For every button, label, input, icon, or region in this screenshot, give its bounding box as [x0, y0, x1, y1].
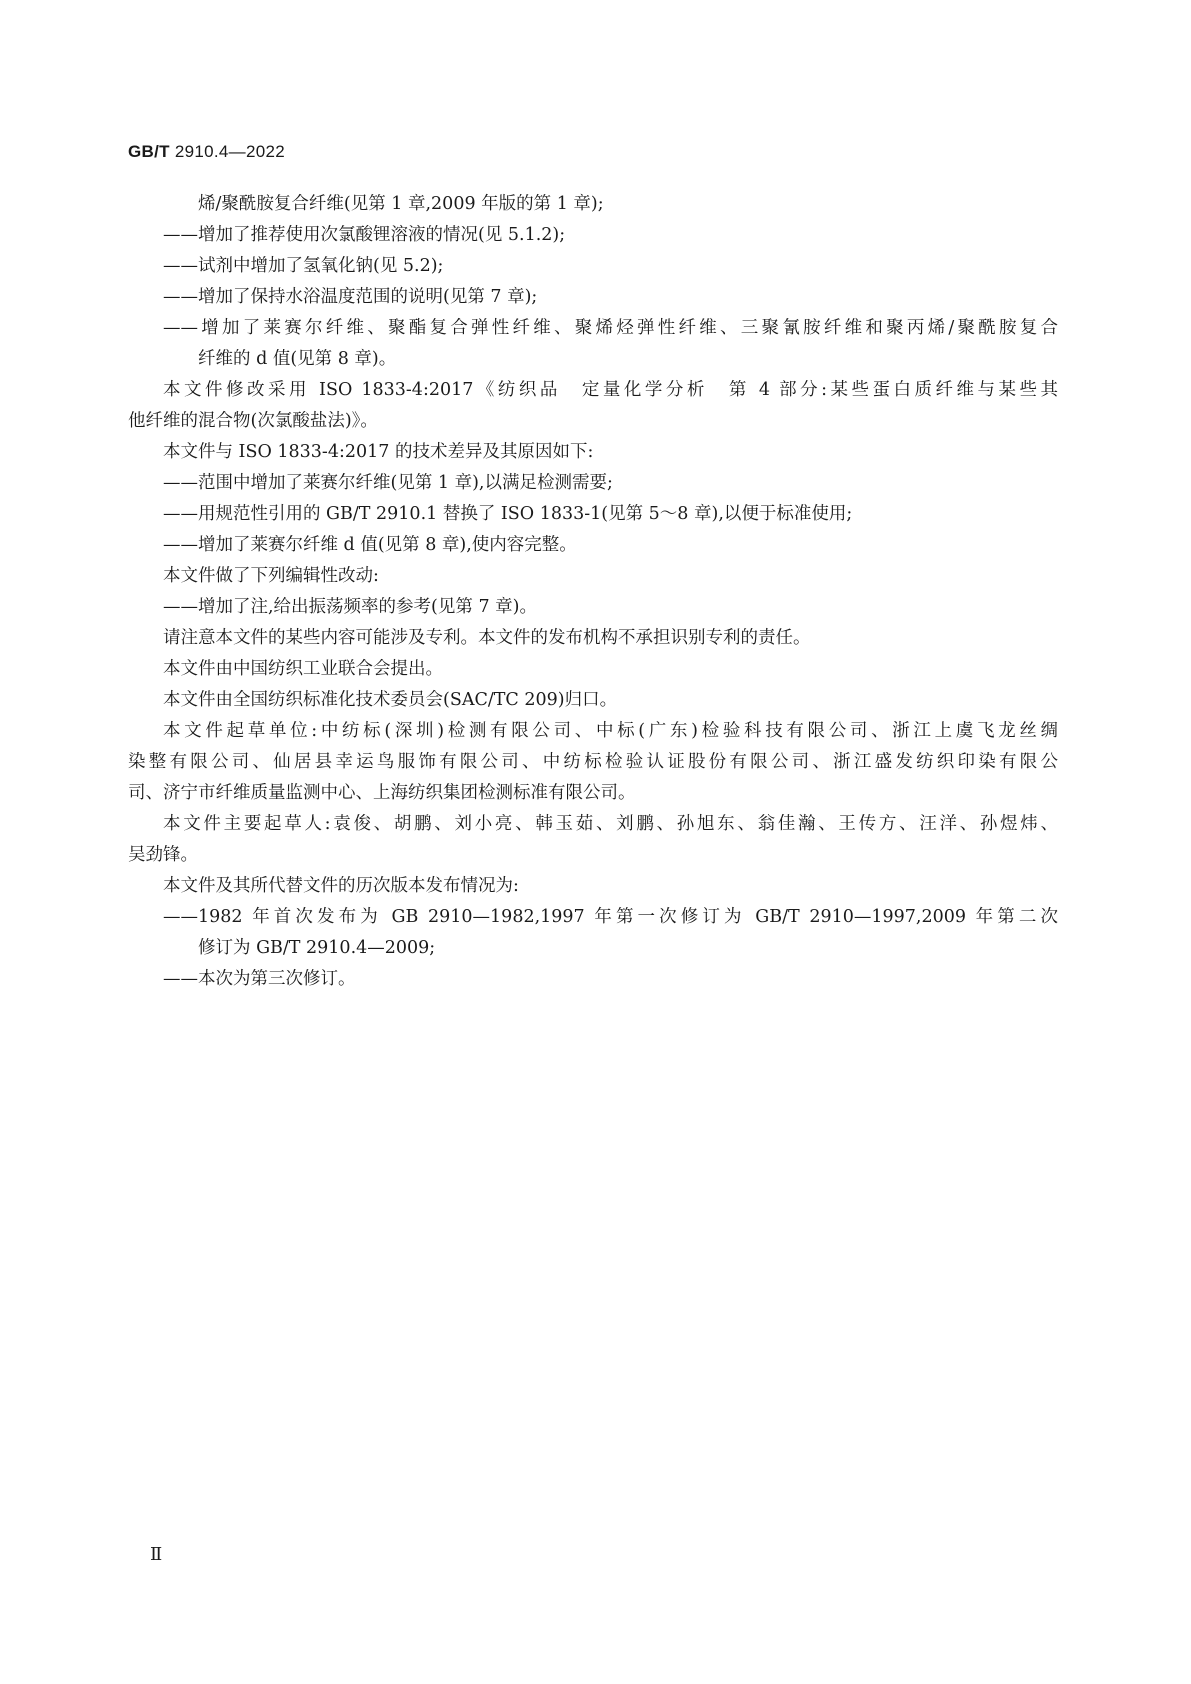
standard-number: 2910.4—2022 — [174, 142, 285, 161]
list-item: ——范围中增加了莱赛尔纤维(见第 1 章),以满足检测需要; — [163, 473, 613, 493]
page-number: Ⅱ — [150, 1544, 163, 1565]
list-item: ——增加了推荐使用次氯酸锂溶液的情况(见 5.1.2); — [163, 225, 566, 245]
paragraph-line: 本文件主要起草人:袁俊、胡鹏、刘小亮、韩玉茹、刘鹏、孙旭东、翁佳瀚、王传方、汪洋、孙煜炜、 — [163, 814, 1058, 834]
paragraph-line: 染整有限公司、仙居县幸运鸟服饰有限公司、中纺标检验认证股份有限公司、浙江盛发纺织印染有限公 — [128, 752, 1058, 772]
list-item: ——增加了莱赛尔纤维、聚酯复合弹性纤维、聚烯烃弹性纤维、三聚氰胺纤维和聚丙烯/聚酰胺复合 — [163, 318, 1058, 338]
list-item: ——1982 年首次发布为 GB 2910—1982,1997 年第一次修订为 GB/T 2910—1997,2009 年第二次 — [163, 907, 1058, 927]
text-line: 纤维的 d 值(见第 8 章)。 — [198, 349, 397, 369]
list-item: ——增加了保持水浴温度范围的说明(见第 7 章); — [163, 287, 538, 307]
paragraph-line: 司、济宁市纤维质量监测中心、上海纺织集团检测标准有限公司。 — [128, 783, 636, 803]
paragraph-line: 本文件做了下列编辑性改动: — [163, 566, 379, 586]
paragraph-line: 本文件与 ISO 1833-4:2017 的技术差异及其原因如下: — [163, 442, 594, 462]
list-item: ——增加了莱赛尔纤维 d 值(见第 8 章),使内容完整。 — [163, 535, 577, 555]
paragraph-line: 本文件起草单位:中纺标(深圳)检测有限公司、中标(广东)检验科技有限公司、浙江上虞飞龙丝绸 — [163, 721, 1058, 741]
paragraph-line: 本文件修改采用 ISO 1833-4:2017《纺织品 定量化学分析 第 4 部分:某些蛋白质纤维与某些其 — [163, 380, 1058, 400]
list-item: ——增加了注,给出振荡频率的参考(见第 7 章)。 — [163, 597, 537, 617]
paragraph-line: 吴劲锋。 — [128, 845, 198, 865]
paragraph-line: 请注意本文件的某些内容可能涉及专利。本文件的发布机构不承担识别专利的责任。 — [163, 628, 811, 648]
paragraph-line: 本文件由中国纺织工业联合会提出。 — [163, 659, 443, 679]
paragraph-line: 本文件及其所代替文件的历次版本发布情况为: — [163, 876, 519, 896]
list-item: ——本次为第三次修订。 — [163, 969, 356, 989]
paragraph-line: 他纤维的混合物(次氯酸盐法)》。 — [128, 411, 378, 431]
text-line: 烯/聚酰胺复合纤维(见第 1 章,2009 年版的第 1 章); — [198, 194, 604, 214]
text-line: 修订为 GB/T 2910.4—2009; — [198, 938, 436, 958]
list-item: ——用规范性引用的 GB/T 2910.1 替换了 ISO 1833-1(见第 5～8 章),以便于标准使用; — [163, 504, 853, 524]
paragraph-line: 本文件由全国纺织标准化技术委员会(SAC/TC 209)归口。 — [163, 690, 618, 710]
standard-prefix: GB/T — [128, 142, 170, 161]
document-header — [128, 142, 285, 162]
list-item: ——试剂中增加了氢氧化钠(见 5.2); — [163, 256, 444, 276]
